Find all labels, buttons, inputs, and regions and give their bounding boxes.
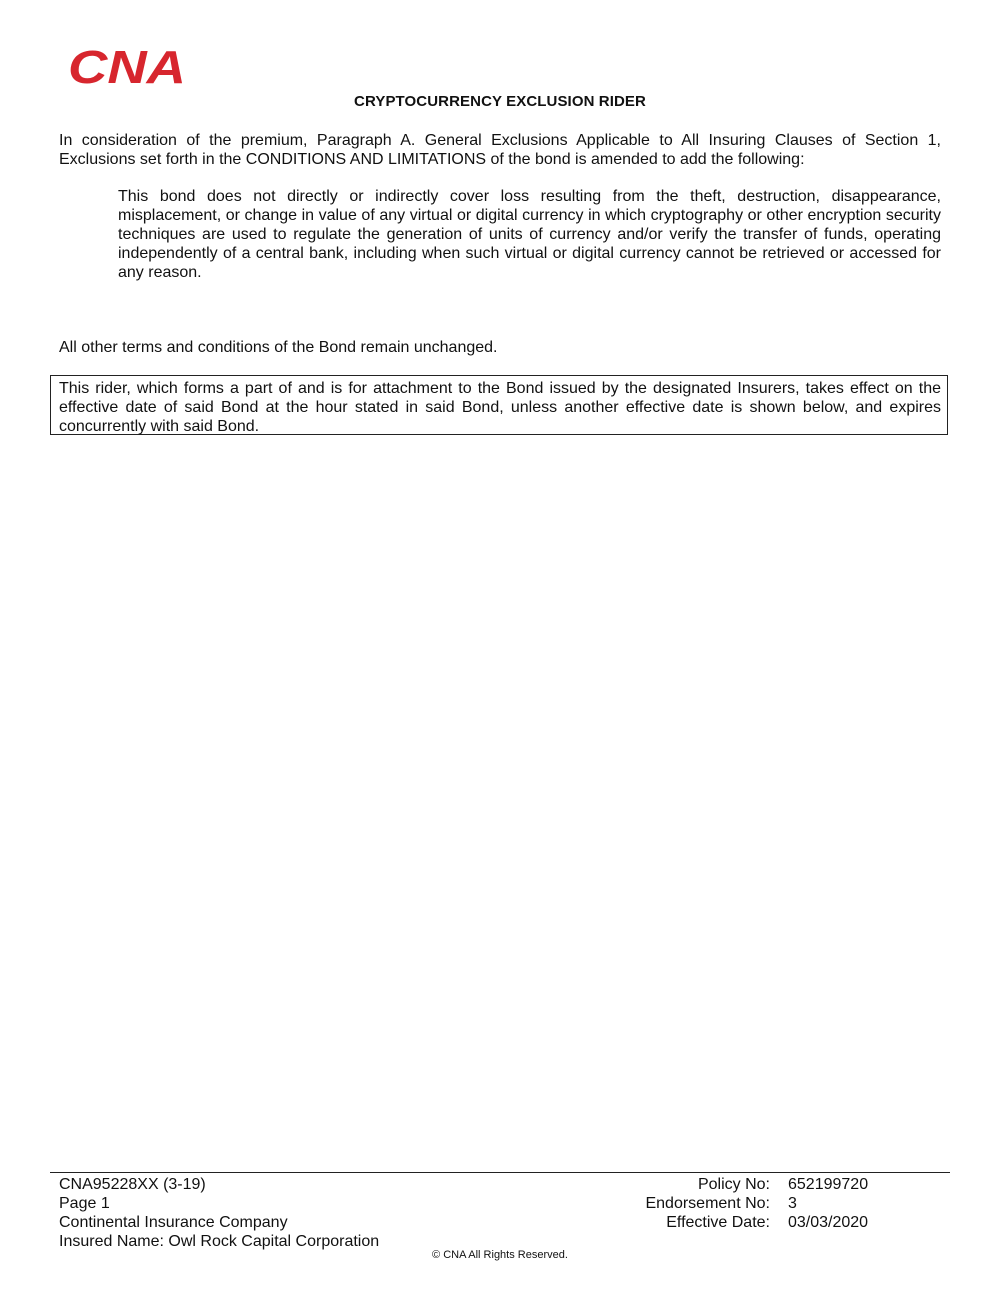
effective-date-label: Effective Date: — [666, 1214, 770, 1231]
footer-labels — [645, 1175, 770, 1232]
copyright-notice: © CNA All Rights Reserved. — [432, 1249, 568, 1261]
company-name: Continental Insurance Company — [59, 1214, 288, 1231]
policy-label: Policy No: — [697, 1176, 770, 1193]
policy-number: 652199720 — [788, 1176, 869, 1193]
cna-logo — [67, 46, 189, 86]
cna-logo-text: CNA — [68, 46, 186, 86]
document-title: CRYPTOCURRENCY EXCLUSION RIDER — [354, 93, 646, 110]
endorsement-number: 3 — [788, 1195, 797, 1212]
rider-notice-box — [50, 375, 948, 435]
effective-date: 03/03/2020 — [788, 1214, 869, 1231]
exclusion-paragraph: This bond does not directly or indirectly cover loss resulting from the theft, destruction, disappearance, misplacement, or change in value of any virtual or digital currency in which cryptography or other encryption security techniques are used to regulate the generation of units of currency and/or verify the transfer of funds, operating independently of a central bank, including when such virtual or digital currency cannot be retrieved or accessed for any reason. — [118, 188, 941, 281]
unchanged-paragraph: All other terms and conditions of the Bond remain unchanged. — [59, 339, 498, 356]
footer-left-block — [59, 1175, 379, 1251]
footer-values — [788, 1175, 868, 1232]
insured-name: Insured Name: Owl Rock Capital Corporation — [59, 1233, 380, 1250]
page-number: Page 1 — [59, 1195, 110, 1212]
endorsement-label: Endorsement No: — [645, 1195, 770, 1212]
intro-paragraph: In consideration of the premium, Paragraph A. General Exclusions Applicable to All Insuring Clauses of Section 1, Exclusions set forth in the CONDITIONS AND LIMITATIONS of the bond is amended to add the following: — [59, 132, 941, 168]
rider-notice-text: This rider, which forms a part of and is for attachment to the Bond issued by the designated Insurers, takes effect on the effective date of said Bond at the hour stated in said Bond, unless another effective date is shown below, and expires concurrently with said Bond. — [59, 380, 941, 435]
form-number: CNA95228XX (3-19) — [59, 1176, 206, 1193]
footer-divider — [50, 1172, 950, 1173]
